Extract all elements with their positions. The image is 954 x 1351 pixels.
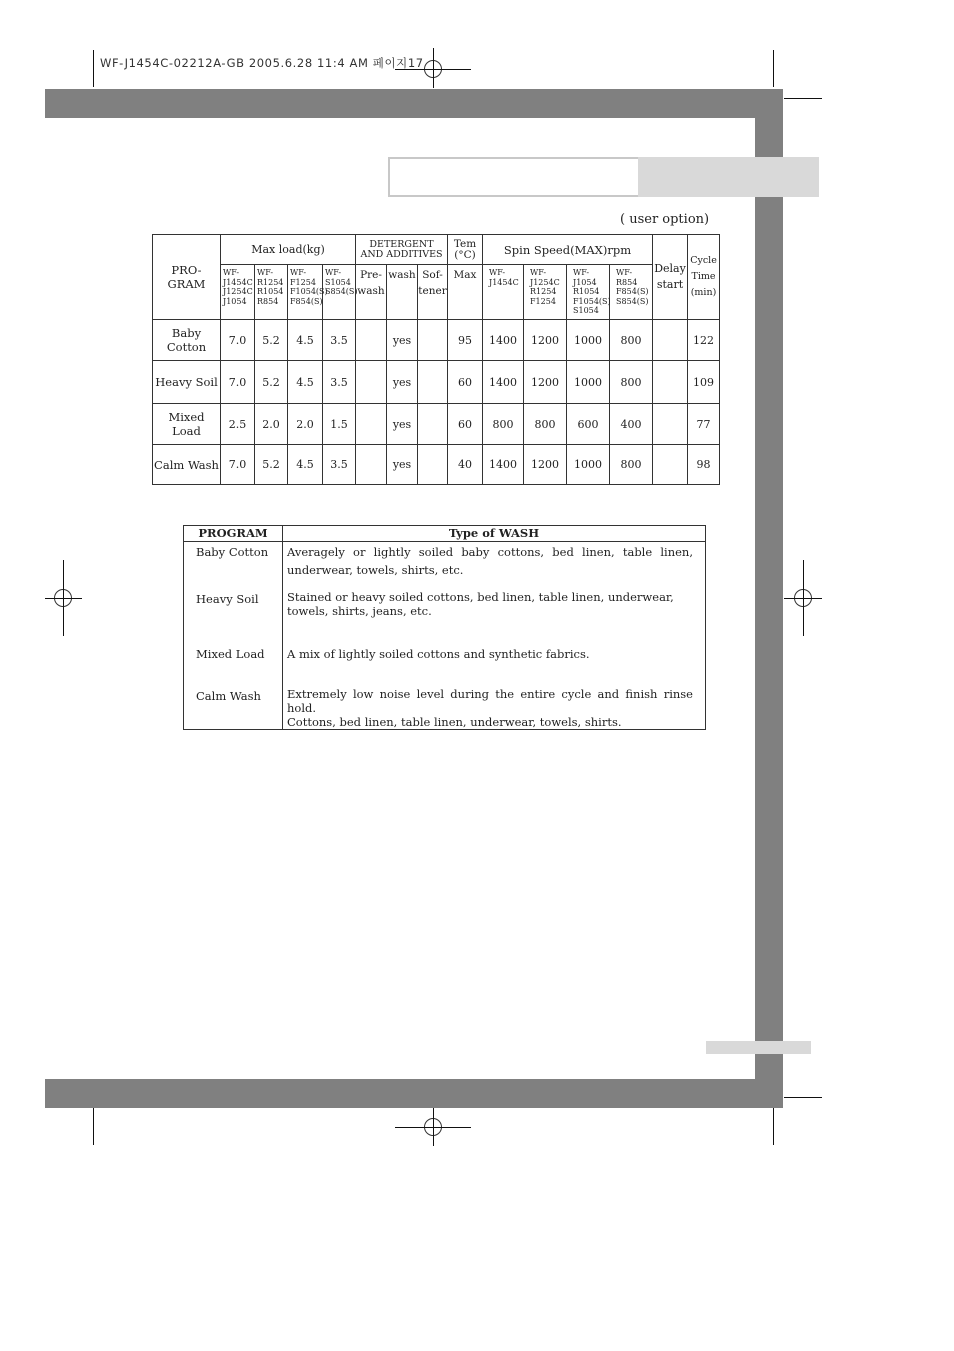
softener-value <box>418 445 448 485</box>
header-max-load: Max load(kg) <box>221 235 356 265</box>
wash-description: Averagely or lightly soiled baby cottons, bed linen, table linen, underwear, towels, shirts, etc. <box>283 542 706 589</box>
max-load-value: 2.5 <box>221 404 255 445</box>
top-gray-bar <box>45 89 783 118</box>
print-header-text: WF-J1454C-02212A-GB 2005.6.28 11:4 AM 페이지17 <box>100 56 424 70</box>
spin-model-4: WF- R854 F854(S) S854(S) <box>610 265 653 320</box>
max-load-value: 3.5 <box>323 445 356 485</box>
load-model-2: WF- R1254 R1054 R854 <box>255 265 288 320</box>
wash-program-name: Baby Cotton <box>184 542 283 589</box>
wash-type-row <box>184 542 706 589</box>
header-wash: wash <box>387 265 418 320</box>
spin-value: 800 <box>610 445 653 485</box>
crop-mark-top-right-v <box>773 50 774 87</box>
header-program: PRO- GRAM <box>153 235 221 320</box>
cycle-time-value: 109 <box>688 361 720 404</box>
spin-value: 1000 <box>567 320 610 361</box>
max-load-value: 4.5 <box>288 320 323 361</box>
temp-value: 60 <box>448 361 483 404</box>
program-spec-table <box>152 234 720 485</box>
max-load-value: 3.5 <box>323 320 356 361</box>
cycle-time-value: 77 <box>688 404 720 445</box>
wash-description: Stained or heavy soiled cottons, bed linen, table linen, underwear, towels, shirts, jeans, etc. <box>283 589 706 635</box>
delay-value <box>653 404 688 445</box>
wash-program-name: Mixed Load <box>184 635 283 671</box>
spin-model-2: WF- J1254C R1254 F1254 <box>524 265 567 320</box>
wash-program-name: Heavy Soil <box>184 589 283 635</box>
spin-model-1: WF- J1454C <box>483 265 524 320</box>
program-name: Heavy Soil <box>153 361 221 404</box>
crop-mark-bottom-left-v <box>93 1108 94 1145</box>
prewash-value <box>356 445 387 485</box>
prewash-value <box>356 361 387 404</box>
max-load-value: 1.5 <box>323 404 356 445</box>
softener-value <box>418 404 448 445</box>
header-softener: Sof- tener <box>418 265 448 320</box>
spin-value: 1200 <box>524 361 567 404</box>
max-load-value: 7.0 <box>221 361 255 404</box>
delay-value <box>653 361 688 404</box>
temp-value: 60 <box>448 404 483 445</box>
spin-value: 1400 <box>483 361 524 404</box>
page-number-tab <box>706 1041 811 1054</box>
spin-model-3: WF- J1054 R1054 F1054(S) S1054 <box>567 265 610 320</box>
max-load-value: 2.0 <box>255 404 288 445</box>
wash-value: yes <box>387 320 418 361</box>
cycle-time-value: 122 <box>688 320 720 361</box>
wash-value: yes <box>387 404 418 445</box>
header-spin-speed: Spin Speed(MAX)rpm <box>483 235 653 265</box>
header-temp-max: Max <box>448 265 483 320</box>
max-load-value: 4.5 <box>288 361 323 404</box>
spin-value: 1400 <box>483 320 524 361</box>
load-model-3: WF- F1254 F1054(S) F854(S) <box>288 265 323 320</box>
max-load-value: 2.0 <box>288 404 323 445</box>
delay-value <box>653 445 688 485</box>
crop-mark-top-right-h <box>784 98 822 99</box>
max-load-value: 7.0 <box>221 445 255 485</box>
crop-mark-bottom-right-h <box>784 1097 822 1098</box>
load-model-1: WF- J1454C J1254C J1054 <box>221 265 255 320</box>
spin-value: 1200 <box>524 445 567 485</box>
prewash-value <box>356 320 387 361</box>
max-load-value: 4.5 <box>288 445 323 485</box>
max-load-value: 7.0 <box>221 320 255 361</box>
spec-row <box>153 361 720 404</box>
bottom-gray-bar <box>45 1079 783 1108</box>
wash-type-row <box>184 589 706 635</box>
spin-value: 800 <box>610 361 653 404</box>
spin-value: 1200 <box>524 320 567 361</box>
crop-mark-bottom-right-v <box>773 1108 774 1145</box>
spec-row <box>153 404 720 445</box>
header-type-of-wash: Type of WASH <box>283 526 706 542</box>
spin-value: 600 <box>567 404 610 445</box>
spin-value: 1000 <box>567 445 610 485</box>
crop-mark-top-left-v <box>93 50 94 87</box>
softener-value <box>418 361 448 404</box>
header-delay-start: Delay start <box>653 235 688 320</box>
program-name: Baby Cotton <box>153 320 221 361</box>
program-name: Calm Wash <box>153 445 221 485</box>
wash-type-row <box>184 671 706 730</box>
spec-row <box>153 320 720 361</box>
header-prewash: Pre- wash <box>356 265 387 320</box>
spin-value: 800 <box>483 404 524 445</box>
wash-type-row <box>184 635 706 671</box>
header-detergent: DETERGENT AND ADDITIVES <box>356 235 448 265</box>
spin-value: 1000 <box>567 361 610 404</box>
user-option-note: ( user option) <box>620 212 710 227</box>
wash-description: A mix of lightly soiled cottons and synthetic fabrics. <box>283 635 706 671</box>
header-program-col: PROGRAM <box>184 526 283 542</box>
prewash-value <box>356 404 387 445</box>
spec-row <box>153 445 720 485</box>
program-name: Mixed Load <box>153 404 221 445</box>
wash-description: Extremely low noise level during the entire cycle and finish rinse hold. Cottons, bed linen, table linen, underwear, towels, shirts. <box>283 671 706 730</box>
wash-program-name: Calm Wash <box>184 671 283 730</box>
header-temperature: Tem (°C) <box>448 235 483 265</box>
spin-value: 800 <box>610 320 653 361</box>
title-box-tab <box>638 157 819 197</box>
max-load-value: 5.2 <box>255 361 288 404</box>
max-load-value: 5.2 <box>255 445 288 485</box>
max-load-value: 3.5 <box>323 361 356 404</box>
wash-value: yes <box>387 445 418 485</box>
max-load-value: 5.2 <box>255 320 288 361</box>
temp-value: 40 <box>448 445 483 485</box>
right-gray-bar <box>755 89 783 1108</box>
load-model-4: WF- S1054 S854(S) <box>323 265 356 320</box>
spin-value: 1400 <box>483 445 524 485</box>
spin-value: 400 <box>610 404 653 445</box>
type-of-wash-table <box>183 525 706 730</box>
softener-value <box>418 320 448 361</box>
delay-value <box>653 320 688 361</box>
header-cycle-time: Cycle Time (min) <box>688 235 720 320</box>
cycle-time-value: 98 <box>688 445 720 485</box>
wash-value: yes <box>387 361 418 404</box>
spin-value: 800 <box>524 404 567 445</box>
temp-value: 95 <box>448 320 483 361</box>
